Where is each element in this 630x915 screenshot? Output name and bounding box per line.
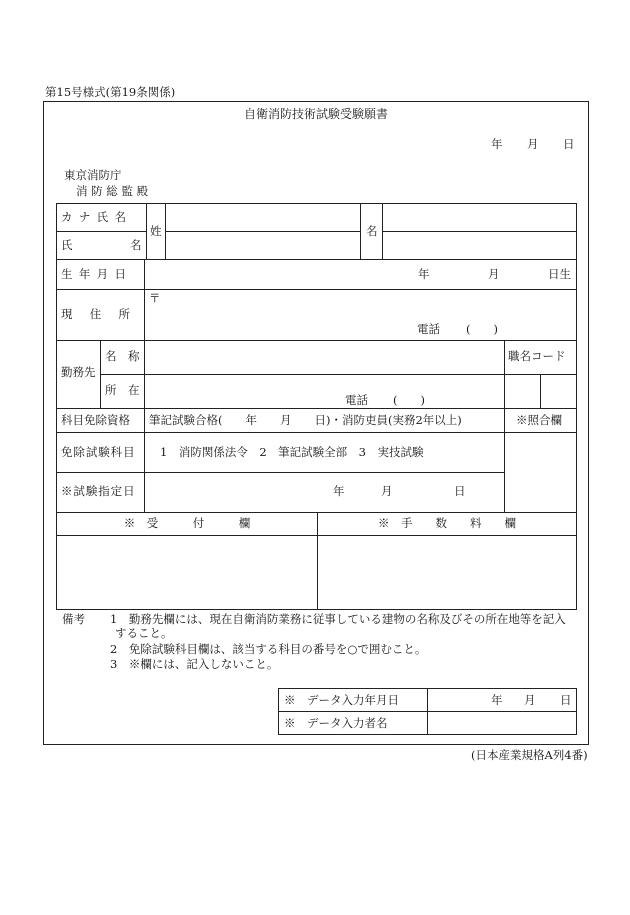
given-field[interactable] bbox=[383, 233, 576, 258]
address-label: 現住所 bbox=[61, 307, 148, 321]
note-1-line2: すること。 bbox=[115, 626, 173, 640]
surname-label: 姓 bbox=[150, 224, 162, 238]
workplace-location-label: 所在 bbox=[105, 383, 151, 397]
postal-mark: 〒 bbox=[149, 291, 161, 305]
name-label-first: 氏 bbox=[61, 238, 73, 252]
kana-name-label: カナ氏名 bbox=[61, 210, 133, 224]
addressee-official: 消 防 総 監 殿 bbox=[76, 184, 149, 198]
exemption-value: 筆記試験合格( 年 月 日)・消防吏員(実務2年以上) bbox=[149, 413, 462, 427]
exam-year: 年 bbox=[333, 484, 345, 498]
note-1-line1: 1 勤務先欄には、現在自衛消防業務に従事している建物の名称及びその所在地等を記入 bbox=[110, 612, 566, 626]
birth-month: 月 bbox=[488, 267, 500, 281]
surname-field[interactable] bbox=[166, 233, 359, 258]
check-column-label: ※照合欄 bbox=[516, 413, 562, 427]
date-day: 日 bbox=[563, 137, 575, 151]
data-entry-date-label: ※ データ入力年月日 bbox=[284, 693, 399, 707]
note-2: 2 免除試験科目欄は、該当する科目の番号を○で囲むこと。 bbox=[110, 642, 427, 656]
address-phone-label: 電話 bbox=[417, 322, 440, 336]
exam-month: 月 bbox=[381, 484, 393, 498]
kana-surname-field[interactable] bbox=[166, 205, 359, 230]
note-3: 3 ※欄には、記入しないこと。 bbox=[110, 657, 279, 671]
exam-date-label: ※試験指定日 bbox=[61, 484, 136, 498]
birth-day: 日生 bbox=[548, 267, 571, 281]
date-year: 年 bbox=[491, 137, 503, 151]
data-entry-year: 年 bbox=[491, 693, 503, 707]
workplace-name-label: 名称 bbox=[105, 349, 151, 363]
workplace-phone-paren: ( ) bbox=[393, 393, 425, 407]
address-phone-paren: ( ) bbox=[466, 322, 498, 336]
exempt-subject-value: 1 消防関係法令 2 筆記試験全部 3 実技試験 bbox=[160, 445, 424, 459]
fee-label: ※ 手 数 料 欄 bbox=[378, 516, 516, 530]
birth-date-label: 生年月日 bbox=[61, 267, 133, 281]
birth-year: 年 bbox=[418, 267, 430, 281]
data-entry-day: 日 bbox=[560, 693, 572, 707]
exempt-subject-label: 免除試験科目 bbox=[61, 445, 136, 459]
form-number: 第15号様式(第19条関係) bbox=[45, 85, 176, 99]
data-entry-month: 月 bbox=[524, 693, 536, 707]
addressee-org: 東京消防庁 bbox=[64, 168, 122, 182]
workplace-label: 勤務先 bbox=[61, 365, 96, 379]
exemption-label: 科目免除資格 bbox=[61, 413, 130, 427]
data-entry-person-label: ※ データ入力者名 bbox=[284, 716, 388, 730]
form-title: 自衛消防技術試験受験願書 bbox=[243, 107, 389, 121]
given-label: 名 bbox=[366, 224, 378, 238]
kana-given-field[interactable] bbox=[383, 205, 576, 230]
job-code-label: 職名コード bbox=[508, 349, 566, 363]
exam-day: 日 bbox=[454, 484, 466, 498]
date-month: 月 bbox=[527, 137, 539, 151]
name-label-last: 名 bbox=[130, 238, 142, 252]
paper-size-note: (日本産業規格A列4番) bbox=[471, 748, 588, 762]
notes-label: 備考 bbox=[62, 612, 85, 626]
workplace-phone-label: 電話 bbox=[345, 393, 368, 407]
reception-label: ※ 受 付 欄 bbox=[123, 516, 251, 530]
